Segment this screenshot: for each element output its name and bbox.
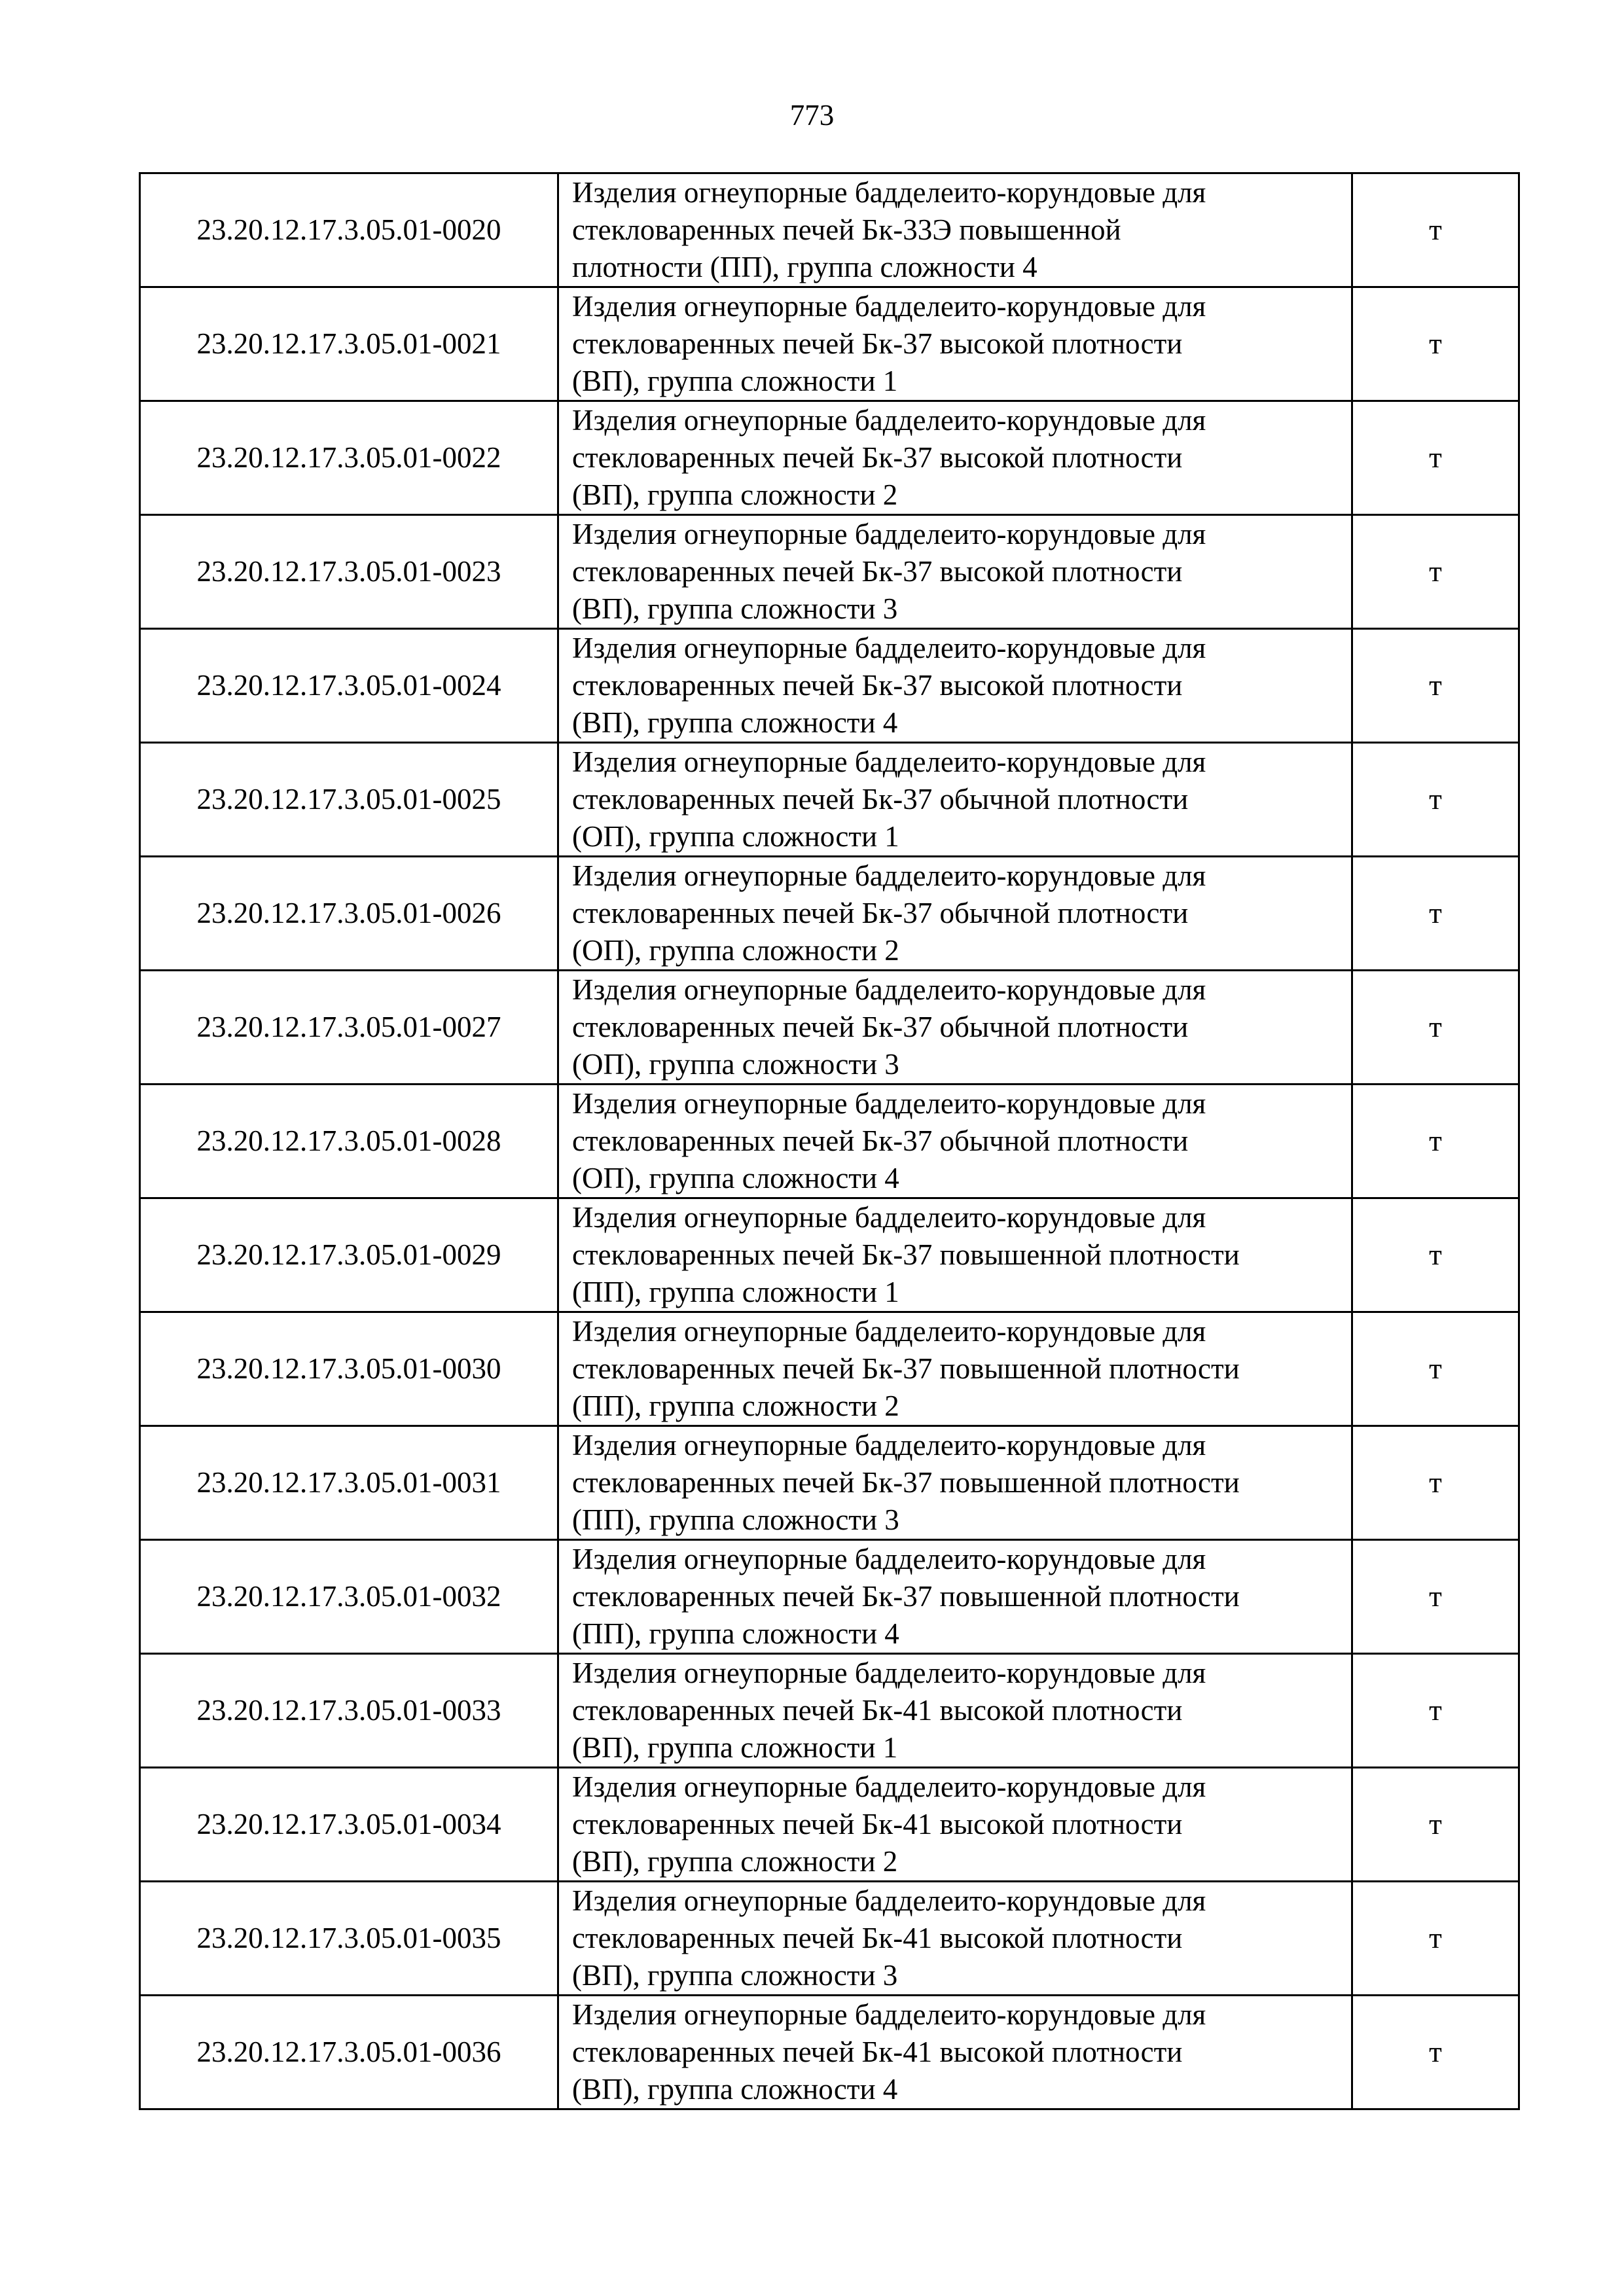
resource-name-cell bbox=[558, 629, 1352, 743]
unit-cell: т bbox=[1352, 629, 1519, 743]
resource-name-line: Изделия огнеупорные бадделеито-корундовые для bbox=[572, 290, 1206, 323]
resource-code-cell: 23.20.12.17.3.05.01-0031 bbox=[140, 1426, 558, 1540]
resource-name-line: стекловаренных печей Бк-37 высокой плотности bbox=[572, 327, 1183, 360]
resource-code-cell: 23.20.12.17.3.05.01-0021 bbox=[140, 287, 558, 401]
resource-code-cell: 23.20.12.17.3.05.01-0020 bbox=[140, 173, 558, 287]
unit-cell: т bbox=[1352, 1426, 1519, 1540]
resource-name-line: стекловаренных печей Бк-37 обычной плотности bbox=[572, 783, 1189, 816]
resource-code-cell: 23.20.12.17.3.05.01-0034 bbox=[140, 1768, 558, 1882]
resource-name-line: стекловаренных печей Бк-37 повышенной плотности bbox=[572, 1580, 1240, 1613]
table-row bbox=[140, 1312, 1519, 1426]
unit-cell: т bbox=[1352, 1996, 1519, 2109]
resource-code-cell: 23.20.12.17.3.05.01-0024 bbox=[140, 629, 558, 743]
unit-cell: т bbox=[1352, 515, 1519, 629]
resource-name-cell bbox=[558, 173, 1352, 287]
resource-name-line: стекловаренных печей Бк-37 высокой плотности bbox=[572, 441, 1183, 474]
resource-name-line: Изделия огнеупорные бадделеито-корундовые для bbox=[572, 176, 1206, 209]
resource-name-line: (ПП), группа сложности 4 bbox=[572, 1617, 899, 1650]
resource-name-line: (ВП), группа сложности 3 bbox=[572, 592, 898, 625]
resource-name-line: стекловаренных печей Бк-41 высокой плотности bbox=[572, 1808, 1183, 1840]
table-row bbox=[140, 287, 1519, 401]
unit-cell: т bbox=[1352, 1540, 1519, 1654]
resource-name-line: Изделия огнеупорные бадделеито-корундовые для bbox=[572, 1998, 1206, 2031]
table-row bbox=[140, 1768, 1519, 1882]
unit-cell: т bbox=[1352, 743, 1519, 857]
unit-cell: т bbox=[1352, 1198, 1519, 1312]
resource-name-cell bbox=[558, 1768, 1352, 1882]
resource-name-line: стекловаренных печей Бк-37 повышенной плотности bbox=[572, 1352, 1240, 1385]
table-body bbox=[140, 173, 1519, 2109]
resource-code-cell: 23.20.12.17.3.05.01-0028 bbox=[140, 1085, 558, 1198]
table-row bbox=[140, 1085, 1519, 1198]
table-row bbox=[140, 515, 1519, 629]
resource-name-line: Изделия огнеупорные бадделеито-корундовые для bbox=[572, 1429, 1206, 1462]
resource-name-line: Изделия огнеупорные бадделеито-корундовые для bbox=[572, 973, 1206, 1006]
unit-cell: т bbox=[1352, 1312, 1519, 1426]
resource-name-cell bbox=[558, 1426, 1352, 1540]
resource-name-line: (ОП), группа сложности 4 bbox=[572, 1162, 899, 1194]
resource-code-table bbox=[139, 172, 1520, 2110]
resource-name-cell bbox=[558, 1996, 1352, 2109]
resource-code-cell: 23.20.12.17.3.05.01-0032 bbox=[140, 1540, 558, 1654]
resource-name-cell bbox=[558, 1540, 1352, 1654]
resource-name-line: стекловаренных печей Бк-41 высокой плотности bbox=[572, 1694, 1183, 1727]
resource-name-line: (ВП), группа сложности 4 bbox=[572, 706, 898, 739]
unit-cell: т bbox=[1352, 287, 1519, 401]
resource-name-line: Изделия огнеупорные бадделеито-корундовые для bbox=[572, 745, 1206, 778]
resource-name-line: (ВП), группа сложности 3 bbox=[572, 1959, 898, 1992]
table-row bbox=[140, 1996, 1519, 2109]
resource-name-line: Изделия огнеупорные бадделеито-корундовые для bbox=[572, 1657, 1206, 1689]
resource-name-line: стекловаренных печей Бк-37 повышенной плотности bbox=[572, 1466, 1240, 1499]
resource-name-line: Изделия огнеупорные бадделеито-корундовые для bbox=[572, 1087, 1206, 1120]
resource-name-line: Изделия огнеупорные бадделеито-корундовые для bbox=[572, 1884, 1206, 1917]
resource-name-line: стекловаренных печей Бк-37 обычной плотности bbox=[572, 1011, 1189, 1043]
resource-name-line: стекловаренных печей Бк-37 обычной плотности bbox=[572, 1124, 1189, 1157]
table-row bbox=[140, 629, 1519, 743]
table-row bbox=[140, 1882, 1519, 1996]
resource-name-cell bbox=[558, 1882, 1352, 1996]
resource-name-line: (ПП), группа сложности 1 bbox=[572, 1276, 899, 1308]
unit-cell: т bbox=[1352, 1768, 1519, 1882]
resource-name-line: (ВП), группа сложности 1 bbox=[572, 365, 898, 397]
page-number: 773 bbox=[789, 99, 835, 132]
resource-name-line: Изделия огнеупорные бадделеито-корундовые для bbox=[572, 859, 1206, 892]
resource-name-line: стекловаренных печей Бк-37 высокой плотности bbox=[572, 555, 1183, 588]
unit-cell: т bbox=[1352, 1882, 1519, 1996]
unit-cell: т bbox=[1352, 401, 1519, 515]
resource-name-cell bbox=[558, 515, 1352, 629]
table-row bbox=[140, 173, 1519, 287]
table-row bbox=[140, 857, 1519, 971]
resource-code-cell: 23.20.12.17.3.05.01-0036 bbox=[140, 1996, 558, 2109]
resource-name-cell bbox=[558, 1654, 1352, 1768]
resource-code-cell: 23.20.12.17.3.05.01-0030 bbox=[140, 1312, 558, 1426]
resource-name-line: (ОП), группа сложности 1 bbox=[572, 820, 899, 853]
resource-name-cell bbox=[558, 1198, 1352, 1312]
resource-name-cell bbox=[558, 287, 1352, 401]
resource-name-line: (ПП), группа сложности 2 bbox=[572, 1390, 899, 1422]
resource-code-cell: 23.20.12.17.3.05.01-0029 bbox=[140, 1198, 558, 1312]
resource-name-line: (ОП), группа сложности 2 bbox=[572, 934, 899, 967]
resource-name-line: стекловаренных печей Бк-37 повышенной плотности bbox=[572, 1238, 1240, 1271]
resource-name-line: стекловаренных печей Бк-33Э повышенной bbox=[572, 213, 1121, 246]
resource-code-cell: 23.20.12.17.3.05.01-0023 bbox=[140, 515, 558, 629]
resource-name-line: Изделия огнеупорные бадделеито-корундовые для bbox=[572, 1201, 1206, 1234]
resource-code-cell: 23.20.12.17.3.05.01-0033 bbox=[140, 1654, 558, 1768]
resource-name-cell bbox=[558, 971, 1352, 1085]
resource-code-cell: 23.20.12.17.3.05.01-0026 bbox=[140, 857, 558, 971]
table-row bbox=[140, 1426, 1519, 1540]
resource-name-line: стекловаренных печей Бк-37 обычной плотности bbox=[572, 897, 1189, 929]
resource-name-line: Изделия огнеупорные бадделеито-корундовые для bbox=[572, 518, 1206, 550]
unit-cell: т bbox=[1352, 173, 1519, 287]
resource-code-cell: 23.20.12.17.3.05.01-0027 bbox=[140, 971, 558, 1085]
unit-cell: т bbox=[1352, 1654, 1519, 1768]
table-row bbox=[140, 971, 1519, 1085]
resource-name-line: стекловаренных печей Бк-41 высокой плотности bbox=[572, 1922, 1183, 1954]
resource-name-line: стекловаренных печей Бк-41 высокой плотности bbox=[572, 2036, 1183, 2068]
resource-name-cell bbox=[558, 743, 1352, 857]
table-row bbox=[140, 743, 1519, 857]
unit-cell: т bbox=[1352, 1085, 1519, 1198]
resource-name-line: (ВП), группа сложности 1 bbox=[572, 1731, 898, 1764]
resource-name-line: Изделия огнеупорные бадделеито-корундовые для bbox=[572, 1543, 1206, 1575]
resource-name-line: (ВП), группа сложности 4 bbox=[572, 2073, 898, 2106]
resource-code-cell: 23.20.12.17.3.05.01-0025 bbox=[140, 743, 558, 857]
unit-cell: т bbox=[1352, 971, 1519, 1085]
resource-name-line: Изделия огнеупорные бадделеито-корундовые для bbox=[572, 404, 1206, 437]
table-row bbox=[140, 1654, 1519, 1768]
resource-name-cell bbox=[558, 857, 1352, 971]
resource-code-cell: 23.20.12.17.3.05.01-0035 bbox=[140, 1882, 558, 1996]
resource-name-line: Изделия огнеупорные бадделеито-корундовые для bbox=[572, 1315, 1206, 1348]
resource-code-cell: 23.20.12.17.3.05.01-0022 bbox=[140, 401, 558, 515]
resource-name-line: плотности (ПП), группа сложности 4 bbox=[572, 251, 1038, 283]
unit-cell: т bbox=[1352, 857, 1519, 971]
resource-name-cell bbox=[558, 401, 1352, 515]
table-row bbox=[140, 1540, 1519, 1654]
resource-name-line: стекловаренных печей Бк-37 высокой плотности bbox=[572, 669, 1183, 702]
resource-name-cell bbox=[558, 1085, 1352, 1198]
resource-name-line: Изделия огнеупорные бадделеито-корундовые для bbox=[572, 1770, 1206, 1803]
resource-name-line: (ОП), группа сложности 3 bbox=[572, 1048, 899, 1081]
table-row bbox=[140, 1198, 1519, 1312]
resource-name-line: (ВП), группа сложности 2 bbox=[572, 478, 898, 511]
resource-name-line: Изделия огнеупорные бадделеито-корундовые для bbox=[572, 632, 1206, 664]
resource-name-line: (ПП), группа сложности 3 bbox=[572, 1503, 899, 1536]
resource-name-cell bbox=[558, 1312, 1352, 1426]
table-row bbox=[140, 401, 1519, 515]
resource-name-line: (ВП), группа сложности 2 bbox=[572, 1845, 898, 1878]
